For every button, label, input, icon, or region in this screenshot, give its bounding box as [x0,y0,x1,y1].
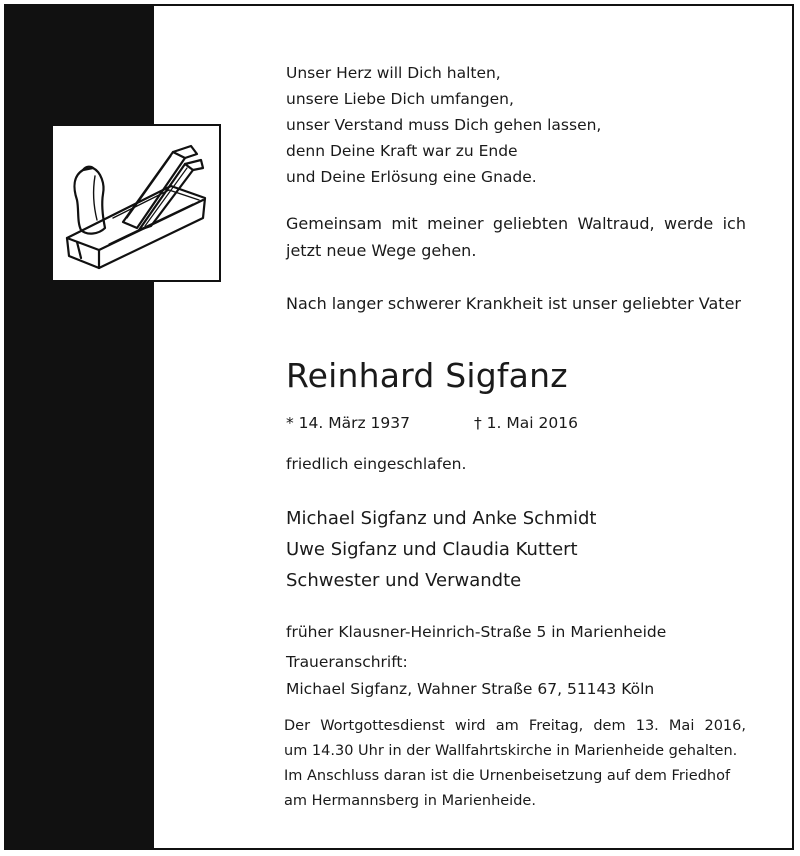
poem-line: unser Verstand muss Dich gehen lassen, [286,116,602,134]
mourner: Michael Sigfanz und Anke Schmidt [286,508,597,529]
former-address: früher Klausner-Heinrich-Straße 5 in Marienheide [286,623,667,641]
service-line: am Hermannsberg in Marienheide. [284,793,536,809]
mourning-address: Michael Sigfanz, Wahner Straße 67, 51143 Köln [286,680,655,698]
poem-line: Unser Herz will Dich halten, [286,64,501,82]
poem [286,60,746,190]
poem-line: denn Deine Kraft war zu Ende [286,142,518,160]
statement: Gemeinsam mit meiner geliebten Waltraud, werde ich jetzt neue Wege gehen. [286,214,746,260]
emblem-box [51,124,221,282]
mourner: Uwe Sigfanz und Claudia Kuttert [286,539,578,560]
mourner: Schwester und Verwandte [286,570,522,591]
service-line: um 14.30 Uhr in der Wallfahrtskirche in Marienheide gehalten. [284,743,738,759]
death-date: † 1. Mai 2016 [474,414,578,432]
poem-line: unsere Liebe Dich umfangen, [286,90,514,108]
service-line: Der Wortgottesdienst wird am Freitag, dem 13. Mai 2016, [284,718,746,734]
birth-date: * 14. März 1937 [286,414,411,432]
life-dates [286,411,746,435]
deceased-name: Reinhard Sigfanz [286,356,568,395]
mourning-address-label: Traueranschrift: [286,653,408,671]
wood-plane-icon [53,126,219,280]
service-line: Im Anschluss daran ist die Urnenbeisetzung auf dem Friedhof [284,768,731,784]
service-info [284,714,746,814]
addresses [286,619,746,703]
passing-text: friedlich eingeschlafen. [286,455,467,473]
poem-line: und Deine Erlösung eine Gnade. [286,168,537,186]
mourners-list [286,503,746,596]
intro-text: Nach langer schwerer Krankheit ist unser geliebter Vater [286,294,741,313]
